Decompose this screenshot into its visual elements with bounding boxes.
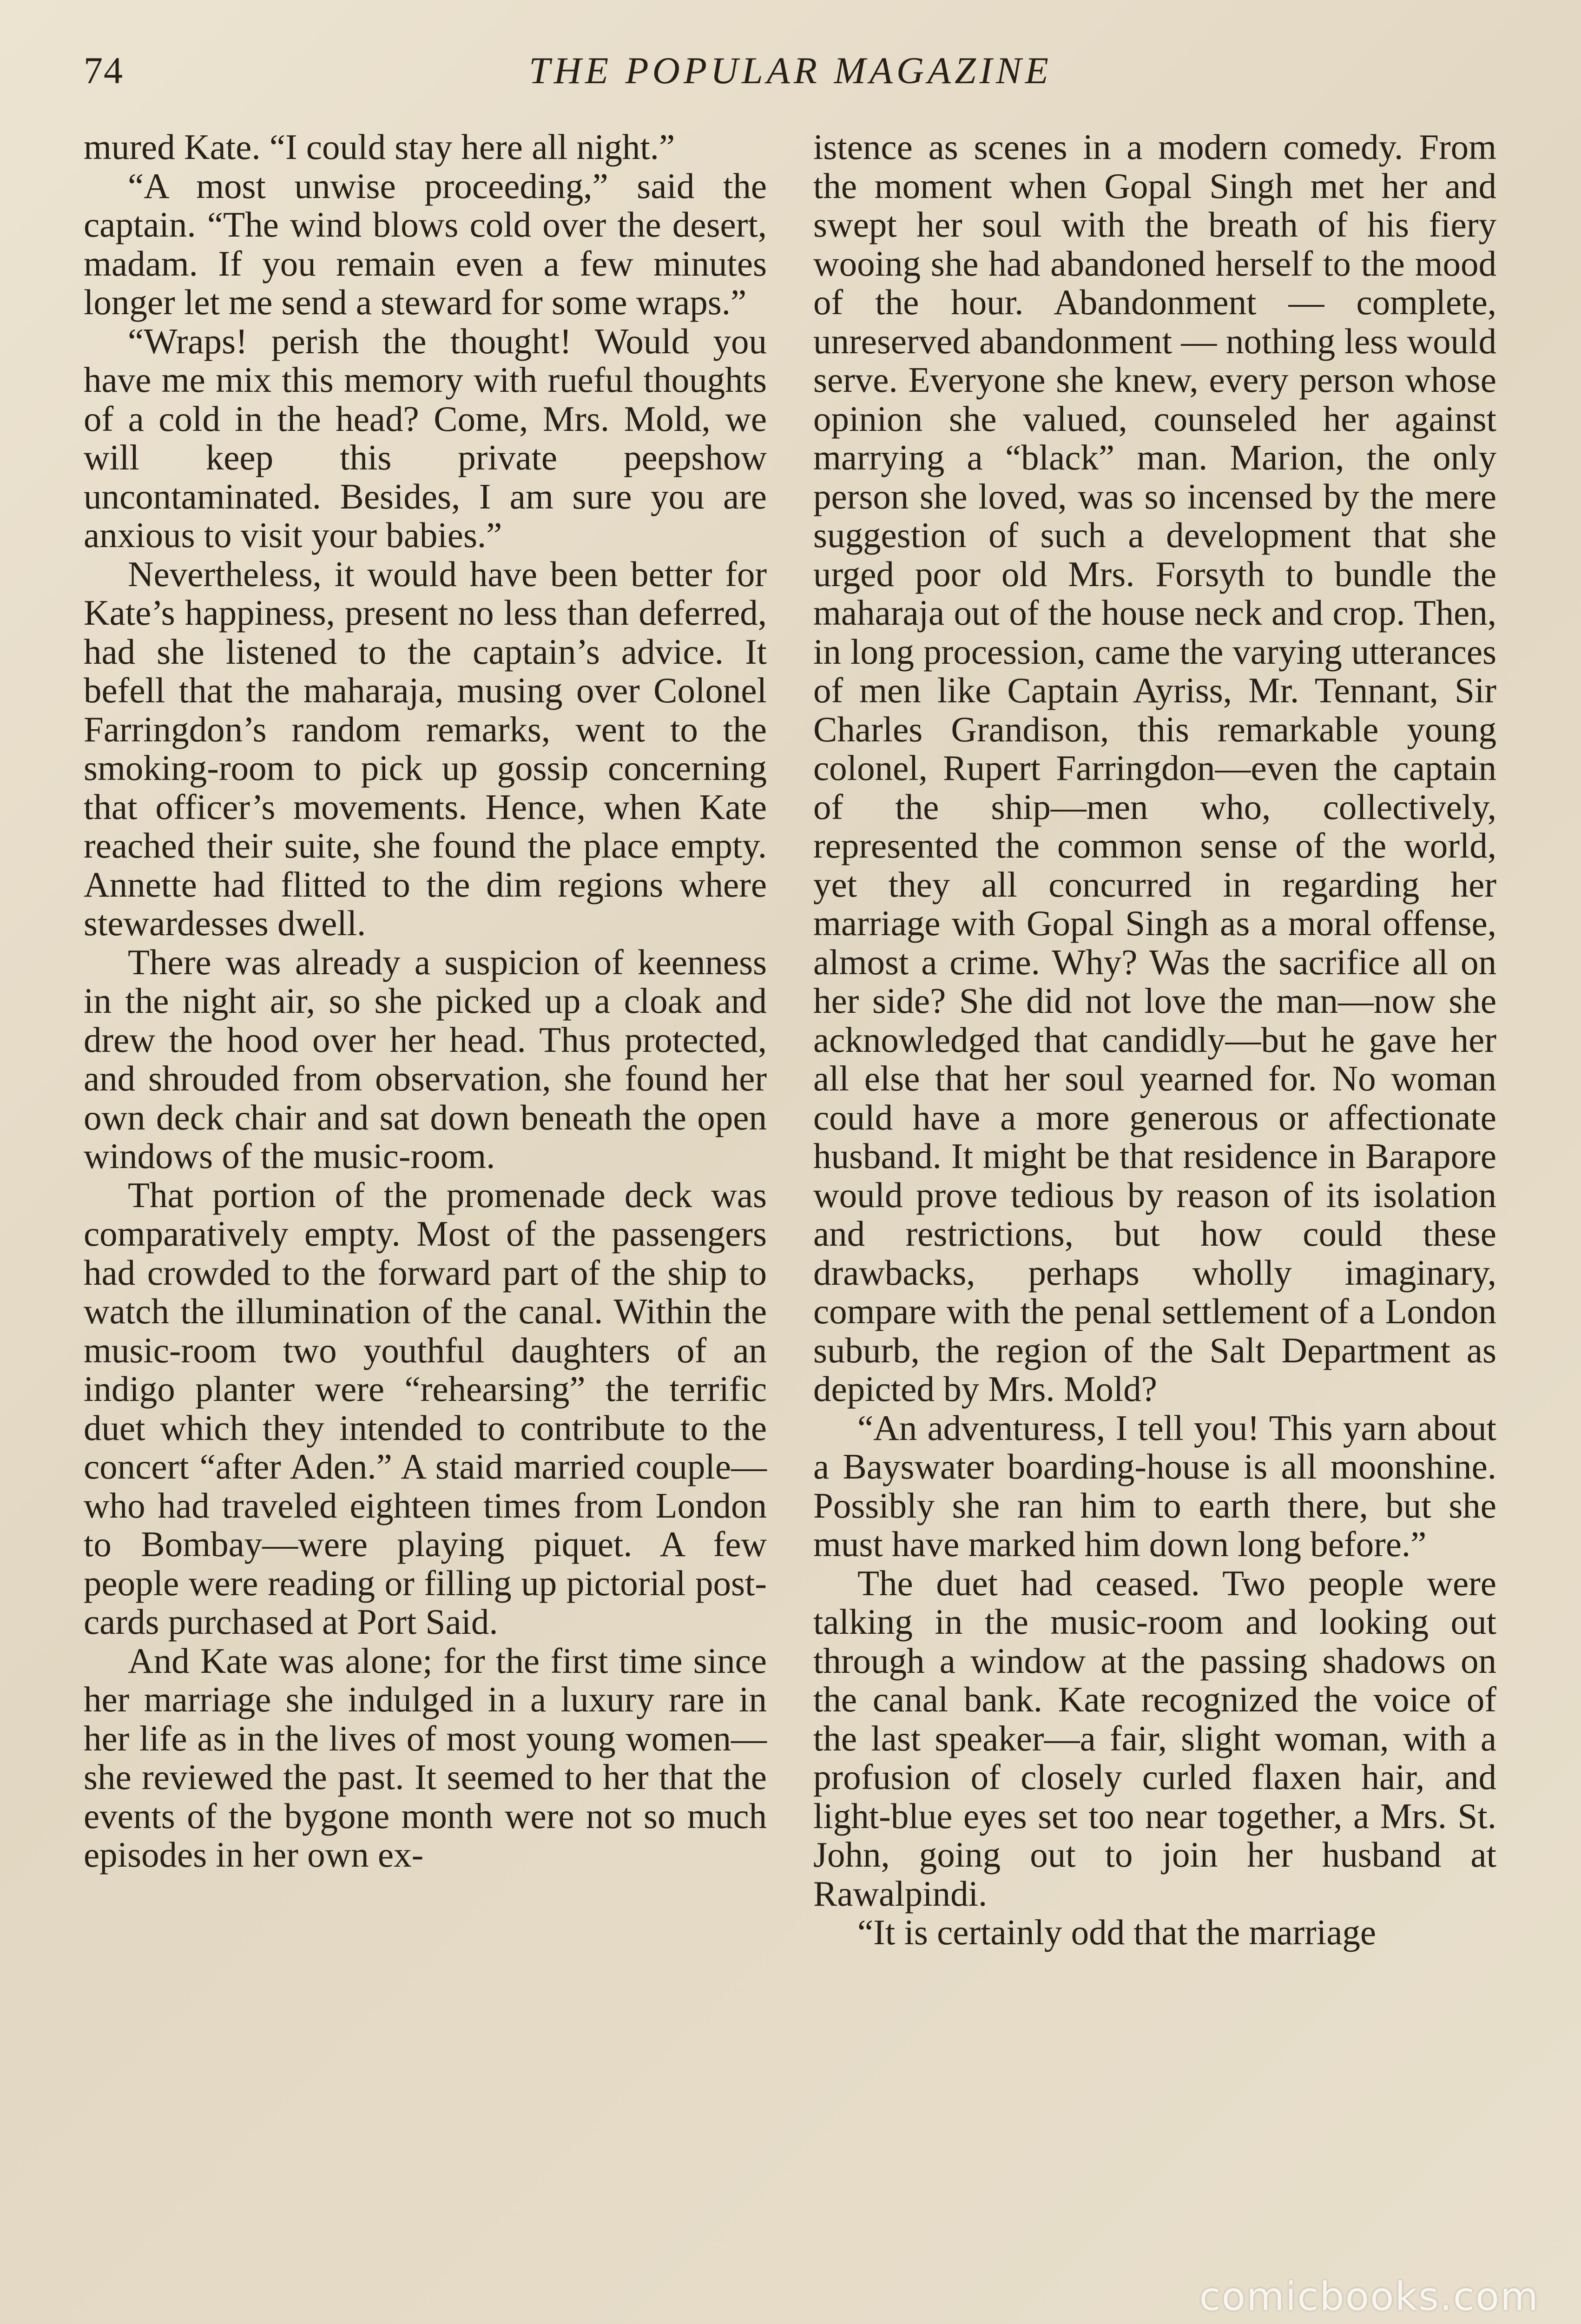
- paragraph: istence as scenes in a modern comedy. From the moment when Gopal Singh met her and swept her soul with the breath of his fiery wooing she had abandoned herself to the mood of the hour. Abandonment — complete, unreserved abandonment — nothing less would serve. Everyone she knew, every person whose opinion she valued, counseled her against marrying a “black” man. Marion, the only person she loved, was so incensed by the mere suggestion of such a development that she urged poor old Mrs. Forsyth to bundle the maharaja out of the house neck and crop. Then, in long procession, came the varying utterances of men like Captain Ayriss, Mr. Tennant, Sir Charles Grandison, this remarkable young colonel, Rupert Farringdon—even the captain of the ship—men who, collectively, represented the common sense of the world, yet they all concurred in regarding her marriage with Gopal Singh as a moral offense, almost a crime. Why? Was the sacrifice all on her side? She did not love the man—now she acknowledged that candidly—but he gave her all else that her soul yearned for. No woman could have a more generous or affectionate husband. It might be that residence in Barapore would prove tedious by reason of its isolation and restrictions, but how could these drawbacks, perhaps wholly imaginary, compare with the penal settlement of a London suburb, the region of the Salt Department as depicted by Mrs. Mold?: [813, 127, 1496, 1409]
- paragraph: “It is certainly odd that the marriage: [857, 1912, 1377, 1952]
- paragraph: “Wraps! perish the thought! Would you have me mix this memory with rueful thoughts of a cold in the head? Come, Mrs. Mold, we will keep this private peepshow uncontaminated. Besides, I am sure you are anxious to visit your babies.”: [84, 321, 767, 555]
- paragraph: There was already a suspicion of keenness in the night air, so she picked up a cloak and drew the hood over her head. Thus protected, and shrouded from observation, she found her own deck chair and sat down beneath the open windows of the music-room.: [84, 942, 767, 1176]
- paragraph: “An adventuress, I tell you! This yarn about a Bayswater boarding-house is all moonshine. Possibly she ran him to earth there, but she must have marked him down long before.”: [813, 1407, 1496, 1564]
- page-header: [84, 44, 1497, 100]
- paragraph: Nevertheless, it would have been better for Kate’s happiness, present no less than deferred, had she listened to the captain’s advice. It befell that the maharaja, musing over Colonel Farringdon’s random remarks, went to the smoking-room to pick up gossip concerning that officer’s movements. Hence, when Kate reached their suite, she found the place empty. Annette had flitted to the dim regions where stewardesses dwell.: [84, 554, 767, 943]
- right-text-column: [813, 128, 1496, 2257]
- paragraph: “A most unwise proceeding,” said the captain. “The wind blows cold over the desert, madam. If you remain even a few minutes longer let me send a steward for some wraps.”: [84, 165, 767, 322]
- running-title: THE POPULAR MAGAZINE: [529, 49, 1052, 92]
- watermark: comicbooks.com: [1199, 2274, 1539, 2319]
- paragraph: And Kate was alone; for the first time since her marriage she indulged in a luxury rare in her life as in the lives of most young women—she reviewed the past. It seemed to her that the events of the bygone month were not so much episodes in her own ex-: [84, 1640, 767, 1875]
- page-number: 74: [84, 49, 124, 92]
- paragraph: mured Kate. “I could stay here all night.”: [84, 127, 675, 167]
- paragraph: The duet had ceased. Two people were talking in the music-room and looking out through a window at the passing shadows on the canal bank. Kate recognized the voice of the last speaker—a fair, slight woman, with a profusion of closely curled flaxen hair, and light-blue eyes set too near together, a Mrs. St. John, going out to join her husband at Rawalpindi.: [813, 1563, 1496, 1914]
- paragraph: That portion of the promenade deck was comparatively empty. Most of the passengers had crowded to the forward part of the ship to watch the illumination of the canal. Within the music-room two youthful daughters of an indigo planter were “rehearsing” the terrific duet which they intended to contribute to the concert “after Aden.” A staid married couple—who had traveled eighteen times from London to Bombay—were playing piquet. A few people were reading or filling up pictorial post-cards purchased at Port Said.: [84, 1175, 767, 1642]
- left-text-column: [84, 128, 767, 2257]
